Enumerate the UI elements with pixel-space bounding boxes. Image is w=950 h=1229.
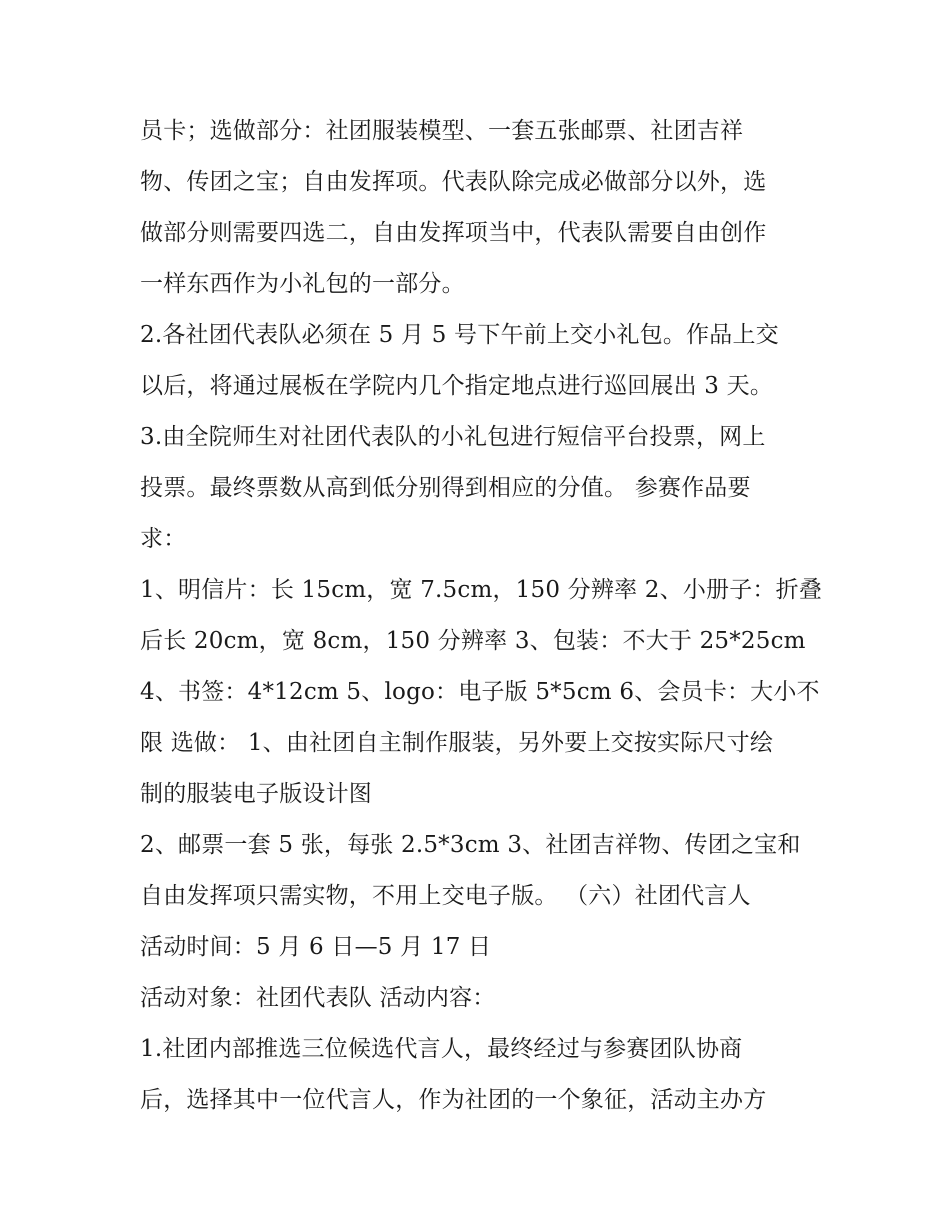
text-line: 限 选做： 1、由社团自主制作服装，另外要上交按实际尺寸绘 (140, 730, 774, 756)
text-line: 以后，将通过展板在学院内几个指定地点进行巡回展出 3 天。 (140, 373, 774, 399)
text-line: 1、明信片：长 15cm，宽 7.5cm，150 分辨率 2、小册子：折叠 (140, 577, 823, 603)
text-line: 一样东西作为小礼包的一部分。 (140, 271, 465, 297)
text-line: 物、传团之宝；自由发挥项。代表队除完成必做部分以外，选 (140, 169, 767, 195)
text-line: 做部分则需要四选二，自由发挥项当中，代表队需要自由创作 (140, 220, 767, 246)
text-line: 活动时间：5 月 6 日—5 月 17 日 (140, 934, 492, 960)
text-line: 制的服装电子版设计图 (140, 781, 372, 807)
text-line: 3.由全院师生对社团代表队的小礼包进行短信平台投票，网上 (140, 424, 766, 450)
text-line: 2.各社团代表队必须在 5 月 5 号下午前上交小礼包。作品上交 (140, 322, 779, 348)
text-line: 2、邮票一套 5 张，每张 2.5*3cm 3、社团吉祥物、传团之宝和 (140, 832, 801, 858)
document-body (140, 106, 823, 1126)
text-line: 自由发挥项只需实物，不用上交电子版。 （六）社团代言人 (140, 883, 751, 909)
text-line: 员卡；选做部分：社团服装模型、一套五张邮票、社团吉祥 (140, 118, 744, 144)
text-line: 4、书签：4*12cm 5、logo：电子版 5*5cm 6、会员卡：大小不 (140, 679, 820, 705)
text-line: 投票。最终票数从高到低分别得到相应的分值。 参赛作品要 (140, 475, 751, 501)
text-line: 求： (140, 526, 187, 552)
text-line: 1.社团内部推选三位候选代言人，最终经过与参赛团队协商 (140, 1036, 743, 1062)
text-line: 活动对象：社团代表队 活动内容： (140, 985, 496, 1011)
text-line: 后，选择其中一位代言人，作为社团的一个象征，活动主办方 (140, 1087, 767, 1113)
text-line: 后长 20cm，宽 8cm，150 分辨率 3、包装：不大于 25*25cm (140, 628, 806, 654)
